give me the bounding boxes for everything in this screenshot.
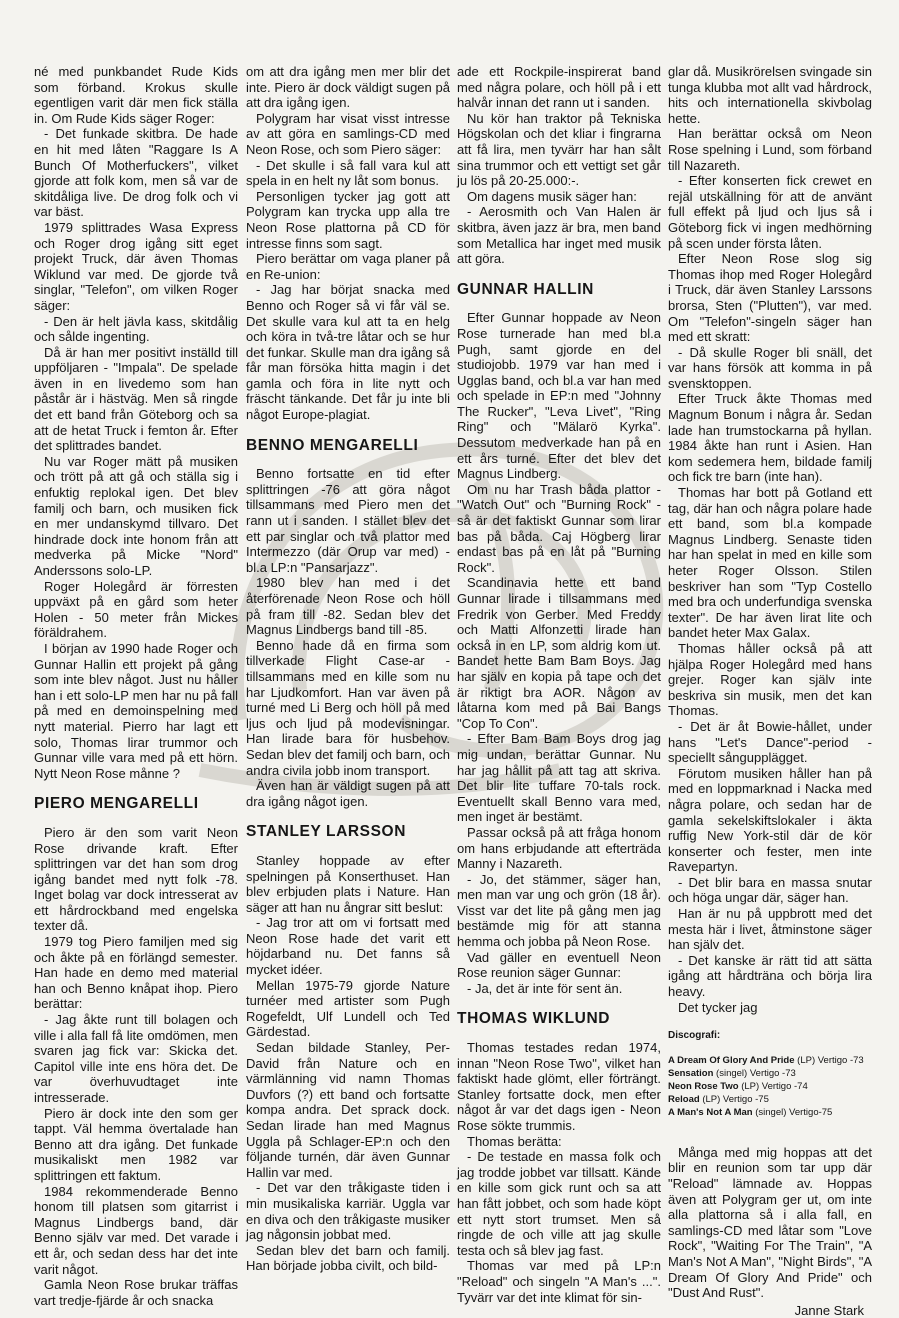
article-paragraph: - Efter konserten fick crewet en rejäl utskällning för att de använt full effekt på ljud och ljus så i Göteborg fick vi ingen medhörning på scen under första låten.	[668, 173, 872, 251]
article-paragraph: - Efter Bam Bam Boys drog jag mig undan, berättar Gunnar. Nu har jag hållit på att tag att skriva. Det blir lite tuffare 70-tals rock. Eventuellt skall Benno vara med, men inget är bestämt.	[457, 731, 661, 825]
article-paragraph: Om dagens musik säger han:	[467, 188, 637, 204]
article-paragraph: glar då. Musikrörelsen svingade sin tunga klubba mot allt vad hårdrock, hits och internationella skivbolag hette.	[668, 64, 872, 126]
article-paragraph: Piero berättar om vaga planer på en Re-union:	[246, 251, 450, 282]
article-paragraph: - Jag tror att om vi fortsatt med Neon Rose hade det varit ett höjdarband nu. Det fanns så mycket idéer.	[246, 915, 450, 978]
release-label-year: Vertigo -73	[817, 1054, 864, 1066]
article-paragraph: Gamla Neon Rose brukar träffas vart tredje-fjärde år och snacka	[34, 1277, 238, 1308]
article-paragraph: Efter Truck åkte Thomas med Magnum Bonum i några år. Sedan lade han trumstockarna på hyllan. 1984 åkte han runt i Asien. Han kom sedemera hem, bildade familj och fick tre barn (inte han).	[668, 391, 872, 485]
article-column-2	[246, 64, 450, 1274]
release-format: (LP)	[702, 1093, 721, 1105]
article-paragraph: I början av 1990 hade Roger och Gunnar Hallin ett projekt på gång som inte blev något. Just nu håller han i ett solo-LP men har nu på fall på med en demoinspelning med nytt material. Pierro har lagt ett solo, Thomas lirar trummor och Gunnar ville vara med på ett hörn. Nytt Neon Rose månne ?	[34, 640, 238, 781]
release-title: Neon Rose Two	[668, 1080, 739, 1092]
article-paragraph: Sedan bildade Stanley, Per-David från Nature och en värmlänning vid namn Thomas Duvfors (?) ett band och fortsatte kompa andra. Det sprack dock. Sedan lirade han med Magnus Uggla på Schlager-EP:n och den följande turnén, där även Gunnar Hallin var med.	[246, 1040, 450, 1180]
article-paragraph: - De testade en massa folk och jag trodde jobbet var tillsatt. Kände en kille som gick runt och sa att han fått jobbet, och som hade köpt ett nytt stort trumset. Men så ringde de och ville att jag skulle testa och så blev jag fast.	[457, 1149, 661, 1258]
article-paragraph: 1980 blev han med i det återförenade Neon Rose och höll på fram till -82. Sedan blev det Magnus Lindbergs band till -85.	[246, 575, 450, 638]
article-paragraph: Personligen tycker jag gott att Polygram kan trycka upp alla tre Neon Rose plattorna på CD för intresse finns som sagt.	[246, 188, 450, 251]
article-paragraph: Många med mig hoppas att det blir en reunion som tar upp där "Reload" lämnade av. Hoppas även att Polygram ger ut, om inte alla plattorna så i alla fall, en samlings-CD med låtar som "Love Rock", "Waiting For The Train", "A Man's Not A Man", "Night Birds", "A Dream Of Glory And Pride" och "Dust And Rust".	[668, 1144, 872, 1301]
article-paragraph: Han är nu på uppbrott med det mesta här i livet, åtminstone säger han själv det.	[668, 906, 872, 953]
article-paragraph: Förutom musiken håller han på med en loppmarknad i Nacka med några polare, och sedan har de gamla sekelskiftslokaler i äkta ruffig New York-stil där de kör konserter och fester, men inte Ravepartyn.	[668, 765, 872, 875]
section-heading: STANLEY LARSSON	[246, 823, 406, 841]
section-heading: THOMAS WIKLUND	[457, 1010, 611, 1028]
article-paragraph: - Det funkade skitbra. De hade en hit med låten "Raggare Is A Bunch Of Motherfuckers", vilket gjorde att folk kom, men så var de skitdåliga live. De drog folk och vi var bäst.	[34, 126, 238, 220]
article-paragraph: - Det var den tråkigaste tiden i min musikaliska karriär. Uggla var en diva och den tråkigaste musiker jag någonsin jobbat med.	[246, 1180, 450, 1243]
discography-entry	[668, 1067, 872, 1080]
article-paragraph: Efter Gunnar hoppade av Neon Rose turnerade han med bl.a Pugh, samt gjorde en del studiojobb. 1979 var han med i Ugglas band, och bl.a var han med och spelade in EP:n med "Johnny The Rucker", "Leva Livet", "Ring Ring" och "Mälarö Kyrka". Dessutom medverkade han på en ett års turné. Efter det blev det Magnus Lindberg.	[457, 310, 661, 482]
discography-heading: Discografi:	[668, 1030, 721, 1042]
discography-entry	[668, 1093, 872, 1106]
article-paragraph: - Jag har börjat snacka med Benno och Roger så vi får väl se. Det skulle vara kul att ta en helg och köra in två-tre låtar och se hur det funkar. Skulle man dra igång så får man försöka hitta magin i det gamla och föra in lite nytt och fräscht tänkande. Det får ju inte bli något Europe-plagiat.	[246, 282, 450, 423]
article-paragraph: Han berättar också om Neon Rose spelning i Lund, som förband till Nazareth.	[668, 126, 872, 173]
release-title: Sensation	[668, 1067, 714, 1079]
section-heading: BENNO MENGARELLI	[246, 436, 419, 454]
release-title: A Man's Not A Man	[668, 1106, 753, 1118]
release-title: Reload	[668, 1093, 700, 1105]
article-paragraph: Thomas var med på LP:n "Reload" och singeln "A Man's ...". Tyvärr var det inte klimat för sin-	[457, 1258, 661, 1305]
article-paragraph: Thomas testades redan 1974, innan "Neon Rose Two", vilket han faktiskt hade glömt, eller förträngt. Stanley fortsatte dock, men efter något år var det dags igen - Neon Rose sökte trummis.	[457, 1040, 661, 1133]
discography-entry	[668, 1106, 872, 1119]
article-paragraph: - Jo, det stämmer, säger han, men man var ung och grön (18 år). Visst var det lite på gång men jag bestämde mig för att stanna hemma och jobba på Neon Rose.	[457, 871, 661, 950]
discography-entry	[668, 1080, 872, 1093]
article-paragraph: om att dra igång men mer blir det inte. Piero är dock väldigt sugen på att dra igång igen.	[246, 64, 450, 111]
article-paragraph: Polygram har visat visst intresse av att göra en samlings-CD med Neon Rose, och som Piero säger:	[246, 110, 450, 157]
article-paragraph: Scandinavia hette ett band Gunnar lirade i tillsammans med Fredrik von Gerber. Med Freddy och Matti Alfonzetti lirade han också in en LP, som aldrig kom ut. Bandet hette Bam Bam Boys. Jag har själv en kopia på tape och det är riktigt bra AOR. Någon av låtarna kom med på Bai Bangs "Cop To Con".	[457, 575, 661, 731]
article-paragraph: Thomas berätta:	[467, 1133, 562, 1149]
release-label-year: Vertigo -75	[722, 1093, 769, 1105]
section-heading: GUNNAR HALLIN	[457, 280, 594, 298]
article-paragraph: Benno hade då en firma som tillverkade Flight Case-ar - tillsammans med en kille som nu har Ljudkomfort. Han var även på turné med Li Berg och höll på med ljus och ljud på modevisningar. Han lirade bara för husbehov. Sedan blev det familj och barn, och andra civila jobb inom transport.	[246, 637, 450, 778]
discography-entry	[668, 1054, 872, 1067]
section-heading: PIERO MENGARELLI	[34, 795, 199, 813]
release-format: (LP)	[797, 1054, 816, 1066]
release-format: (LP)	[741, 1080, 760, 1092]
article-paragraph: Piero är den som varit Neon Rose drivande kraft. Efter splittringen var det han som drog igång bandet med nytt folk -78. Inget bolag var dock intresserat av ett hårdrockband med engelska texter då.	[34, 824, 238, 934]
article-paragraph: Även han är väldigt sugen på att dra igång något igen.	[246, 778, 450, 809]
article-paragraph: ade ett Rockpile-inspirerat band med några polare, och höll på i ett halvår innan det rann ut i sanden.	[457, 64, 661, 111]
article-paragraph: - Jag åkte runt till bolagen och ville i alla fall få lite omdömen, men svaren jag fick var: Skicka det. Capitol ville inte ens höra det. De var överhuvudtaget inte intresserade.	[34, 1012, 238, 1105]
article-paragraph: Thomas har bott på Gotland ett tag, där han och några polare hade ett band, som bl.a kompade Magnus Lindberg. Senaste tiden har han spelat in med en kille som heter Roger Olsson. Stilen beskriver han som "Typ Costello med bra och underfundiga svenska texter". De har även lirat lite och bandet heter Max Galax.	[668, 485, 872, 641]
article-paragraph: Efter Neon Rose slog sig Thomas ihop med Roger Holegård i Truck, där även Stanley Larssons brorsa, Sten ("Plutten"), var med. Om "Telefon"-singeln säger han med ett skratt:	[668, 251, 872, 345]
article-paragraph: - Den är helt jävla kass, skitdålig och sålde ingenting.	[34, 313, 238, 345]
article-paragraph: Vad gäller en eventuell Neon Rose reunion säger Gunnar:	[457, 949, 661, 981]
article-paragraph: Nu kör han traktor på Tekniska Högskolan och det kliar i fingrarna att få lira, men tyvärr har han sålt sina trummor och ett vettigt set går ju lös på 20-25.000:-.	[457, 110, 661, 189]
release-label-year: Vertigo-75	[789, 1106, 833, 1118]
article-paragraph: Benno fortsatte en tid efter splittringen -76 att göra något tillsammans med Piero men det rann ut i sanden. I stället blev det ett par singlar och två plattor med Intermezzo (där Orup var med) - bl.a LP:n "Pansarjazz".	[246, 466, 450, 575]
article-paragraph: 1979 splittrades Wasa Express och Roger drog igång sitt eget projekt Truck, där även Thomas Wiklund var med. De gjorde två singlar, "Telefon", om vilken Roger säger:	[34, 219, 238, 313]
article-paragraph: né med punkbandet Rude Kids som förband. Krokus skulle egentligen varit där men fick ställa in. Om Rude Kids säger Roger:	[34, 64, 238, 126]
article-paragraph: - Aerosmith och Van Halen är skitbra, även jazz är bra, men band som Metallica har inget med musik att göra.	[457, 204, 661, 267]
article-paragraph: 1984 rekommenderade Benno honom till platsen som gitarrist i Magnus Lindbergs band, där Benno själv var med. Det varade i ett år, och sedan dess har det inte varit något.	[34, 1183, 238, 1277]
article-paragraph: - Ja, det är inte för sent än.	[467, 980, 623, 996]
article-paragraph: Roger Holegård är förresten uppväxt på en gård som heter Holen - 50 meter från Mickes föräldrahem.	[34, 578, 238, 641]
article-paragraph: Nu var Roger mätt på musiken och trött på att gå och ställa sig i enfuktig replokal igen. Det blev familj och barn, och musiken fick en mer undanskymd tillvaro. Det hindrade dock inte honom från att medverka på Micke "Nord" Anderssons solo-LP.	[34, 453, 238, 578]
article-column-3	[457, 64, 661, 1305]
article-paragraph: Om nu har Trash båda plattor - "Watch Out" och "Burning Rock" - så är det faktiskt Gunnar som lirar bas på båda. Caj Högberg lirar endast bas på en låt på "Burning Rock".	[457, 481, 661, 575]
article-paragraph: Det tycker jag	[678, 999, 758, 1015]
article-paragraph: - Det är åt Bowie-hållet, under hans "Let's Dance"-period - speciellt sångupplägget.	[668, 718, 872, 766]
release-format: (singel)	[755, 1106, 787, 1118]
article-paragraph: Passar också på att fråga honom om hans erbjudande att efterträda Manny i Nazareth.	[457, 824, 661, 872]
article-paragraph: Då är han mer positivt inställd till uppföljaren - "Impala". De spelade även in en livedemo som han påstår är i hästväg. Men så ringde det ett band från Göteborg och sa att de hetat Truck i femton år. Efter det splittrades bandet.	[34, 344, 238, 454]
article-paragraph: Piero är dock inte den som ger tappt. Väl hemma övertalade han Benno att dra igång. Det funkade musikaliskt men 1982 var splittringen ett faktum.	[34, 1105, 238, 1183]
article-paragraph: Sedan blev det barn och familj. Han började jobba civilt, och bild-	[246, 1242, 450, 1274]
article-paragraph: Stanley hoppade av efter spelningen på Konserthuset. Han blev erbjuden plats i Nature. Han säger att han nu ångrar sitt beslut:	[246, 852, 450, 915]
article-paragraph: Mellan 1975-79 gjorde Nature turnéer med artister som Pugh Rogefeldt, Ulf Lundell och Ted Gärdestad.	[246, 977, 450, 1040]
article-column-4	[668, 64, 872, 1318]
article-column-1	[34, 64, 238, 1308]
article-paragraph: - Det blir bara en massa snutar och höga ungar där, säger han.	[668, 874, 872, 906]
release-label-year: Vertigo -73	[749, 1067, 796, 1079]
article-paragraph: - Det skulle i så fall vara kul att spela in en helt ny låt som bonus.	[246, 157, 450, 189]
article-paragraph: 1979 tog Piero familjen med sig och åkte på en förlängd semester. Han hade en demo med material han och Benno knåpat ihop. Piero berättar:	[34, 934, 238, 1012]
article-paragraph: Thomas håller också på att hjälpa Roger Holegård med hans grejer. Roger kan själv inte beskriva sin musik, men det kan Thomas.	[668, 640, 872, 719]
article-paragraph: - Det kanske är rätt tid att sätta igång att hårdträna och börja lira heavy.	[668, 952, 872, 1000]
article-paragraph: - Då skulle Roger bli snäll, det var hans försök att komma in på svensktoppen.	[668, 344, 872, 391]
release-format: (singel)	[716, 1067, 748, 1079]
author-signature: Janne Stark	[794, 1302, 864, 1318]
spacer	[668, 1119, 872, 1145]
release-title: A Dream Of Glory And Pride	[668, 1054, 795, 1066]
release-label-year: Vertigo -74	[761, 1080, 808, 1092]
